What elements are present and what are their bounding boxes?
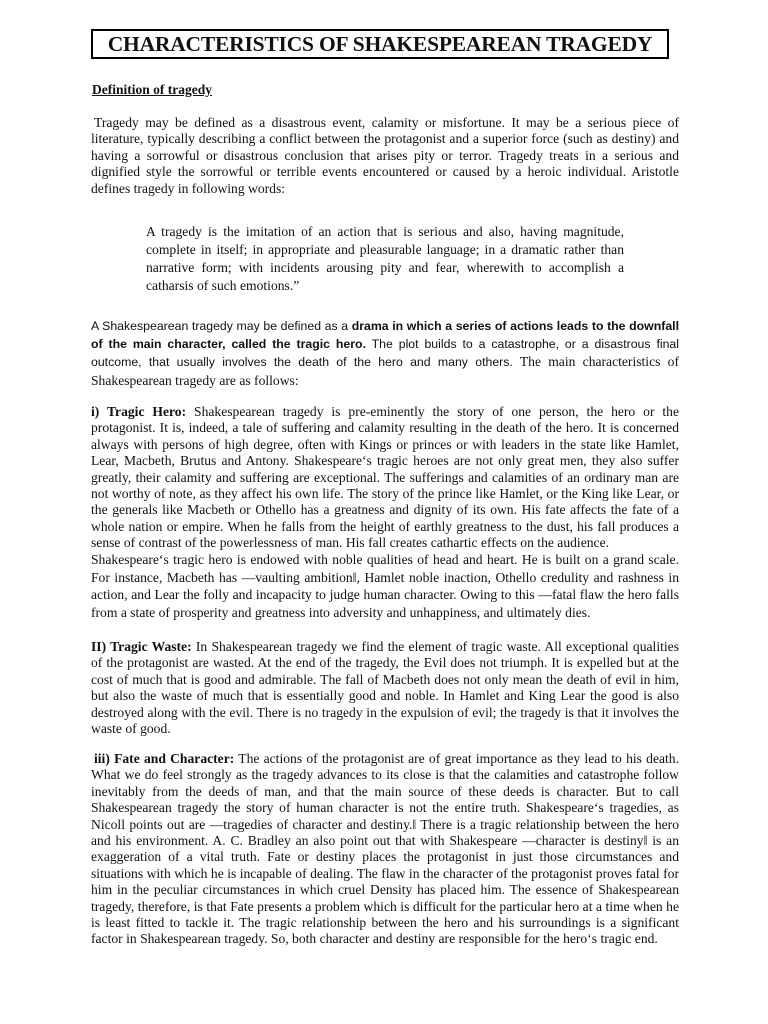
shakespearean-intro-paragraph xyxy=(91,318,679,390)
section-heading-fate-character: iii) Fate and Character: xyxy=(94,751,235,766)
section-tragic-hero-continued: Shakespeare‘s tragic hero is endowed with noble qualities of head and heart. He is built on a grand scale. For instance, Macbeth has ―vaulting ambition‖, Hamlet noble inaction, Othello credulity and rashness in action, and Lear the folly and incapacity to judge human character. Owing to this ―fatal flaw the hero falls from a state of prosperity and greatness into adversity and unhappiness, and ultimately dies. xyxy=(91,552,679,620)
section-text-tragic-hero: Shakespearean tragedy is pre-eminently the story of one person, the hero or the protagonist. It is, indeed, a tale of suffering and calamity resulting in the death of the hero. It is concerned always with persons of high degree, often with Kings or princes or with leaders in the state like Hamlet, Lear, Macbeth, Brutus and Antony. Shakespeare‘s tragic heroes are not only great men, they also suffer greatly, their calamity and suffering are exceptional. The sufferings and calamities of an ordinary man are not worthy of note, as they affect his own life. The story of the prince like Hamlet, or the King like Lear, or the generals like Macbeth or Othello has a greatness and dignity of its own. His fate affects the fate of a whole nation or empire. When he falls from the height of earthly greatness to the dust, his fall produces a sense of contrast of the powerlessness of man. His fall creates cathartic effects on the audience. xyxy=(91,404,679,551)
definition-paragraph: Tragedy may be defined as a disastrous event, calamity or misfortune. It may be a serious piece of literature, typically describing a conflict between the protagonist and a superior force (such as destiny) and having a sorrowful or disastrous conclusion that arises pity or terror. Tragedy treats in a serious and dignified style the sorrowful or terrible events encountered or caused by a heroic individual. Aristotle defines tragedy in following words: xyxy=(91,115,679,196)
document-title: CHARACTERISTICS OF SHAKESPEAREAN TRAGEDY xyxy=(91,29,669,59)
intro-lead: A Shakespearean tragedy may be defined as a xyxy=(91,319,352,333)
intro-bold-definition: drama in which a series of actions leads to the downfall of the main character, called the tragic hero. xyxy=(91,319,680,351)
section-tragic-hero xyxy=(91,404,679,552)
section-text-fate-character: The actions of the protagonist are of great importance as they lead to his death. What we do feel strongly as the tragedy advances to its close is that the calamities and catastrophe follow inevitably from the deeds of man, and that the main source of these deeds is character. But to call Shakespearean tragedy the story of human character is not the entire truth. Shakespeare‘s tragedies, as Nicoll points out are ―tragedies of character and destiny.‖ There is a tragic relationship between the hero and his environment. A. C. Bradley an also point out that with Shakespeare ―character is destiny‖ is an exaggeration of a vital truth. Fate or destiny places the protagonist in just those circumstances and situations with which he is incapable of dealing. The flaw in the character of the protagonist proves fatal for him in the peculiar circumstances in which cruel Density has placed him. The essence of Shakespearean tragedy, therefore, is that Fate presents a problem which is difficult for the particular hero at a time when he is least fitted to tackle it. The tragic relationship between the hero and his surroundings is a significant factor in Shakespearean tragedy. So, both character and destiny are responsible for the hero‘s tragic end. xyxy=(91,751,680,947)
section-tragic-waste xyxy=(91,639,679,737)
definition-heading: Definition of tragedy xyxy=(92,82,212,97)
section-heading-tragic-hero: i) Tragic Hero: xyxy=(91,404,187,419)
section-fate-character xyxy=(91,751,679,948)
section-heading-tragic-waste: II) Tragic Waste: xyxy=(91,639,192,654)
section-text-tragic-waste: In Shakespearean tragedy we find the element of tragic waste. All exceptional qualities of the protagonist are wasted. At the end of the tragedy, the Evil does not triumph. It is expelled but at the cost of much that is good and admirable. The fall of Macbeth does not only mean the death of evil in him, but also the waste of much that is essentially good and noble. In Hamlet and King Lear the good is also destroyed along with the evil. There is no tragedy in the expulsion of evil; the tragedy is that it involves the waste of good. xyxy=(91,639,679,737)
intro-rest: The plot builds to a catastrophe, or a disastrous final outcome, that usually involves the death of the hero and many others. xyxy=(91,336,679,369)
intro-tail: The main characteristics of Shakespearean tragedy are as follows: xyxy=(91,354,679,388)
aristotle-quote: A tragedy is the imitation of an action that is serious and also, having magnitude, complete in itself; in appropriate and pleasurable language; in a dramatic rather than narrative form; with incidents arousing pity and fear, wherewith to accomplish a catharsis of such emotions.” xyxy=(146,224,624,293)
